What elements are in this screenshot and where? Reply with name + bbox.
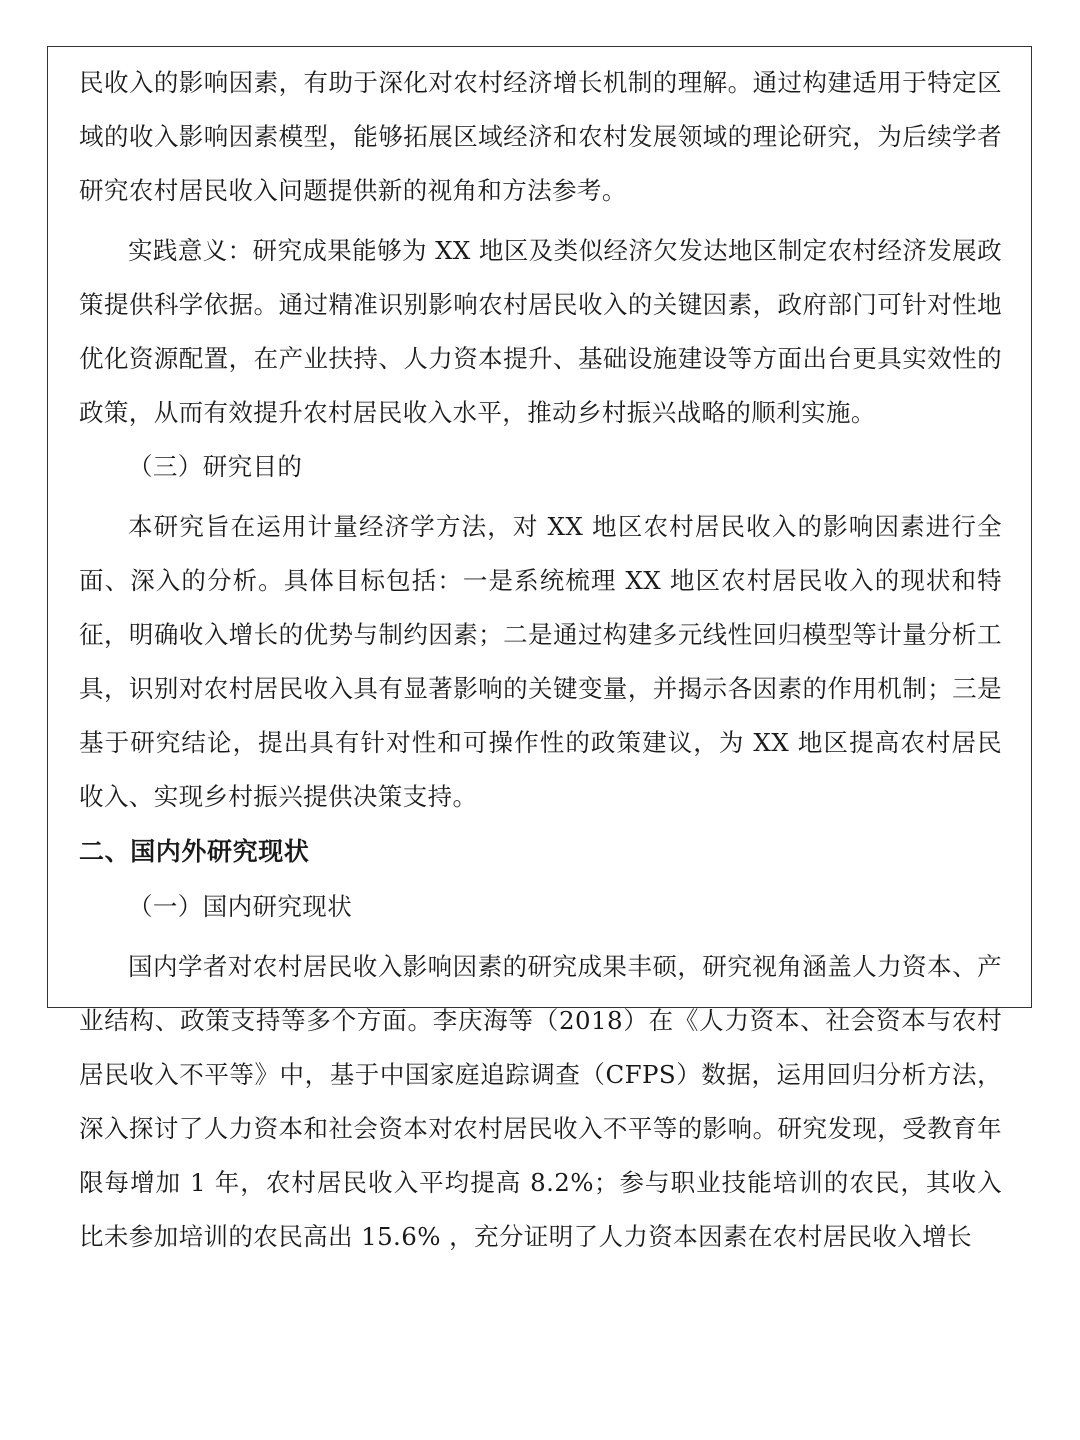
paragraph-practical-significance: 实践意义：研究成果能够为 XX 地区及类似经济欠发达地区制定农村经济发展政策提供科学依据。通过精准识别影响农村居民收入的关键因素，政府部门可针对性地优化资源配置，在产业扶持、人力资本提升、基础设施建设等方面出台更具实效性的政策，从而有效提升农村居民收入水平，推动乡村振兴战略的顺利实施。 [79,236,1002,427]
subheading-research-purpose: （三）研究目的 [128,452,303,481]
paragraph-domestic-status: 国内学者对农村居民收入影响因素的研究成果丰硕，研究视角涵盖人力资本、产业结构、政策支持等多个方面。李庆海等（2018）在《人力资本、社会资本与农村居民收入不平等》中，基于中国家庭追踪调查（CFPS）数据，运用回归分析方法，深入探讨了人力资本和社会资本对农村居民收入不平等的影响。研究发现，受教育年限每增加 1 年，农村居民收入平均提高 8.2%；参与职业技能培训的农民，其收入比未参加培训的农民高出 15.6% ，充分证明了人力资本因素在农村居民收入增长 [79,952,1002,1251]
subheading-domestic-status: （一）国内研究现状 [128,892,353,921]
document-body [79,56,1002,1264]
paragraph-research-purpose: 本研究旨在运用计量经济学方法，对 XX 地区农村居民收入的影响因素进行全面、深入的分析。具体目标包括：一是系统梳理 XX 地区农村居民收入的现状和特征，明确收入增长的优势与制约因素；二是通过构建多元线性回归模型等计量分析工具，识别对农村居民收入具有显著影响的关键变量，并揭示各因素的作用机制；三是基于研究结论，提出具有针对性和可操作性的政策建议，为 XX 地区提高农村居民收入、实现乡村振兴提供决策支持。 [79,512,1002,811]
paragraph-theory-continuation: 民收入的影响因素，有助于深化对农村经济增长机制的理解。通过构建适用于特定区域的收入影响因素模型，能够拓展区域经济和农村发展领域的理论研究，为后续学者研究农村居民收入问题提供新的视角和方法参考。 [79,68,1002,205]
section-heading-research-status: 二、国内外研究现状 [79,837,310,866]
